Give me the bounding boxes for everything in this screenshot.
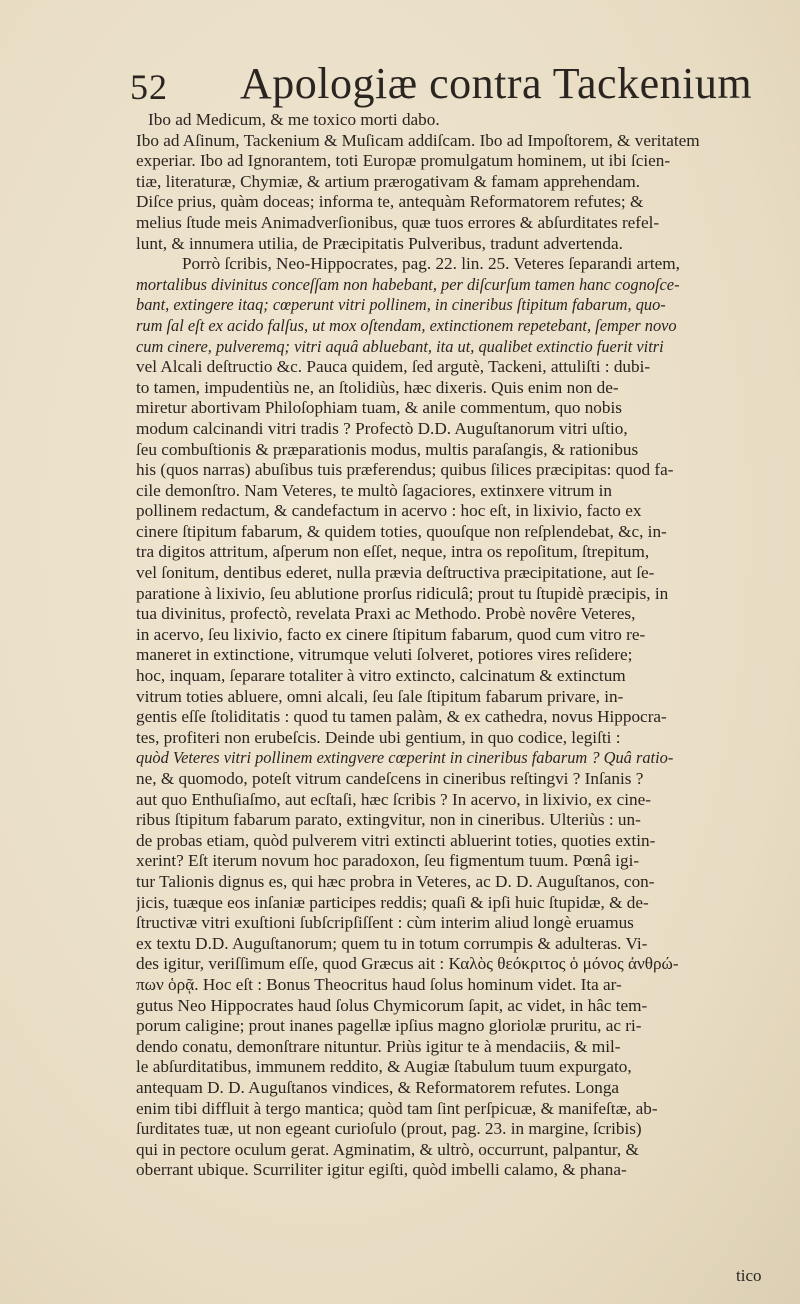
text-line: dendo conatu, demonſtrare nituntur. Priùs igitur te à mendaciis, & mil- [136, 1036, 621, 1056]
text-line: tes, profiteri non erubeſcis. Deinde ubi gentium, in quo codice, legiſti : [136, 727, 621, 747]
text-line: enim tibi diffluit à tergo mantica; quòd tam ſint perſpicuæ, & manifeſtæ, ab- [136, 1098, 658, 1118]
text-line: tra digitos attritum, aſperum non eſſet, neque, intra os repoſitum, ſtrepitum, [136, 542, 650, 562]
text-line: Porrò ſcribis, Neo-Hippocrates, pag. 22. lin. 25. Veteres ſeparandi artem, [182, 254, 680, 274]
text-line: jicis, tuæque eos inſaniæ participes reddis; quaſi & ipſi huic ſtupidæ, & de- [136, 892, 649, 912]
catchword: tico [736, 1266, 762, 1285]
text-line: ſurditates tuæ, ut non egeant curioſulo (prout, pag. 23. in margine, ſcribis) [136, 1119, 642, 1139]
text-line: des igitur, veriſſimum eſſe, quod Græcus ait : Καλὸς θεόκριτος ὁ μόνος ἀνθρώ- [136, 954, 679, 974]
text-line: gutus Neo Hippocrates haud ſolus Chymicorum ſapit, ac videt, in hâc tem- [136, 995, 648, 1015]
page-number: 52 [130, 67, 168, 107]
text-line: cinere ſtipitum fabarum, & quidem toties, quouſque non reſplendebat, &c, in- [136, 521, 667, 541]
text-line: to tamen, impudentiùs ne, an ſtolidiùs, hæc dixeris. Quis enim non de- [136, 377, 619, 397]
text-line: le abſurditatibus, immunem reddito, & Augiæ ſtabulum tuum expurgato, [136, 1057, 632, 1077]
text-line: modum calcinandi vitri tradis ? Profectò D.D. Auguſtanorum vitri uſtio, [136, 418, 628, 438]
text-line: his (quos narras) abuſibus tuis præferendus; quibus ſilices præcipitas: quod fa- [136, 460, 674, 480]
text-line: cum cinere, pulveremq; vitri aquâ abluebant, ita ut, qualibet extinctio fuerit vitri [136, 336, 664, 356]
text-line: pollinem redactum, & candefactum in acervo : hoc eſt, in lixivio, facto ex [136, 501, 642, 521]
text-line: melius ſtude meis Animadverſionibus, quæ tuos errores & abſurditates refel- [136, 212, 660, 232]
text-line: Ibo ad Aſinum, Tackenium & Muſicam addiſcam. Ibo ad Impoſtorem, & veritatem [136, 130, 700, 150]
text-line: gentis eſſe ſtoliditatis : quod tu tamen palàm, & ex cathedra, novus Hippocra- [136, 707, 667, 727]
text-line: ribus ſtipitum fabarum parato, extingvitur, non in cineribus. Ulteriùs : un- [136, 810, 641, 830]
text-line: antequam D. D. Auguſtanos vindices, & Reformatorem refutes. Longa [136, 1077, 620, 1097]
text-line: ne, & quomodo, poteſt vitrum candeſcens in cineribus reſtingvi ? Inſanis ? [136, 769, 644, 788]
text-line: πων ὁρᾷ. Hoc eſt : Bonus Theocritus haud ſolus hominum videt. Ita ar- [136, 974, 622, 994]
text-line: tiæ, literaturæ, Chymiæ, & artium prærogativam & famam apprehendam. [136, 171, 641, 191]
text-line: ſtructivæ vitri exuſtioni ſubſcripſiſſent : cùm interim aliud longè eruamus [136, 913, 634, 933]
text-line: tua divinitus, profectò, revelata Praxi ac Methodo. Probè novêre Veteres, [136, 604, 636, 624]
text-line: qui in pectore oculum gerat. Agminatim, & ultrò, occurrunt, palpantur, & [136, 1139, 639, 1159]
text-line: xerint? Eſt iterum novum hoc paradoxon, ſeu figmentum tuum. Pœnâ igi- [136, 851, 640, 871]
text-line: Diſce prius, quàm doceas; informa te, antequàm Reformatorem refutes; & [136, 192, 644, 212]
text-line: miretur abortivam Philoſophiam tuam, & anile commentum, quo nobis [136, 398, 622, 418]
text-line: rum ſal eſt ex acido falſus, ut mox oſtendam, extinctionem repetebant, ſemper novo [136, 315, 677, 335]
text-line: hoc, inquam, ſeparare totaliter à vitro extincto, calcinatum & extinctum [136, 666, 626, 686]
text-line: maneret in extinctione, vitrumque veluti ſolveret, potiores vires reſidere; [136, 645, 633, 665]
text-line: oberrant ubique. Scurriliter igitur egiſti, quòd imbelli calamo, & phana- [136, 1160, 627, 1180]
text-line: ſeu combuſtionis & præparationis modus, multis paraſangis, & rationibus [136, 439, 639, 459]
text-line: vel ſonitum, dentibus ederet, nulla prævia deſtructiva præcipitatione, aut ſe- [136, 563, 655, 583]
text-line: in acervo, ſeu lixivio, facto ex cinere ſtipitum fabarum, quod cum vitro re- [136, 624, 646, 644]
text-line: de probas etiam, quòd pulverem vitri extincti abluerint toties, quoties extin- [136, 830, 656, 850]
text-line: lunt, & innumera utilia, de Præcipitatis Pulveribus, tradunt advertenda. [136, 233, 623, 253]
text-line: paratione à lixivio, ſeu ablutione prorſus ridiculâ; prout tu ſtupidè præcipis, in [136, 583, 669, 603]
text-line: bant, extingere itaq; cœperunt vitri pollinem, in cineribus ſtipitum fabarum, quo- [136, 295, 666, 315]
text-line: vitrum toties abluere, omni alcali, ſeu ſale ſtipitum fabarum privare, in- [136, 686, 624, 706]
body-text [136, 110, 772, 1181]
text-line: quòd Veteres vitri pollinem extingvere cœperint in cineribus fabarum ? Quâ ratio- [136, 748, 674, 768]
text-line: mortalibus divinitus conceſſam non habebant, per diſcurſum tamen hanc cognoſce- [136, 274, 680, 294]
text-line: ex textu D.D. Auguſtanorum; quem tu in totum corrumpis & adulteras. Vi- [136, 933, 648, 953]
text-line: tur Talionis dignus es, qui hæc probra in Veteres, ac D. D. Auguſtanos, con- [136, 871, 655, 891]
text-line: vel Alcali deſtructio &c. Pauca quidem, ſed argutè, Tackeni, attuliſti : dubi- [136, 357, 651, 377]
text-line: experiar. Ibo ad Ignorantem, toti Europæ promulgatum hominem, ut ibi ſcien- [136, 151, 671, 171]
text-line: cile demonſtro. Nam Veteres, te multò ſagaciores, extinxere vitrum in [136, 480, 613, 500]
text-line: porum caligine; prout inanes pagellæ ipſius magno gloriolæ pruritu, ac ri- [136, 1016, 642, 1036]
text-line: aut quo Enthuſiaſmo, aut ecſtaſi, hæc ſcribis ? In acervo, in lixivio, ex cine- [136, 789, 651, 809]
running-title: Apologiæ contra Tackenium [240, 59, 753, 108]
text-line: Ibo ad Medicum, & me toxico morti dabo. [148, 110, 440, 129]
page-header [130, 52, 770, 112]
